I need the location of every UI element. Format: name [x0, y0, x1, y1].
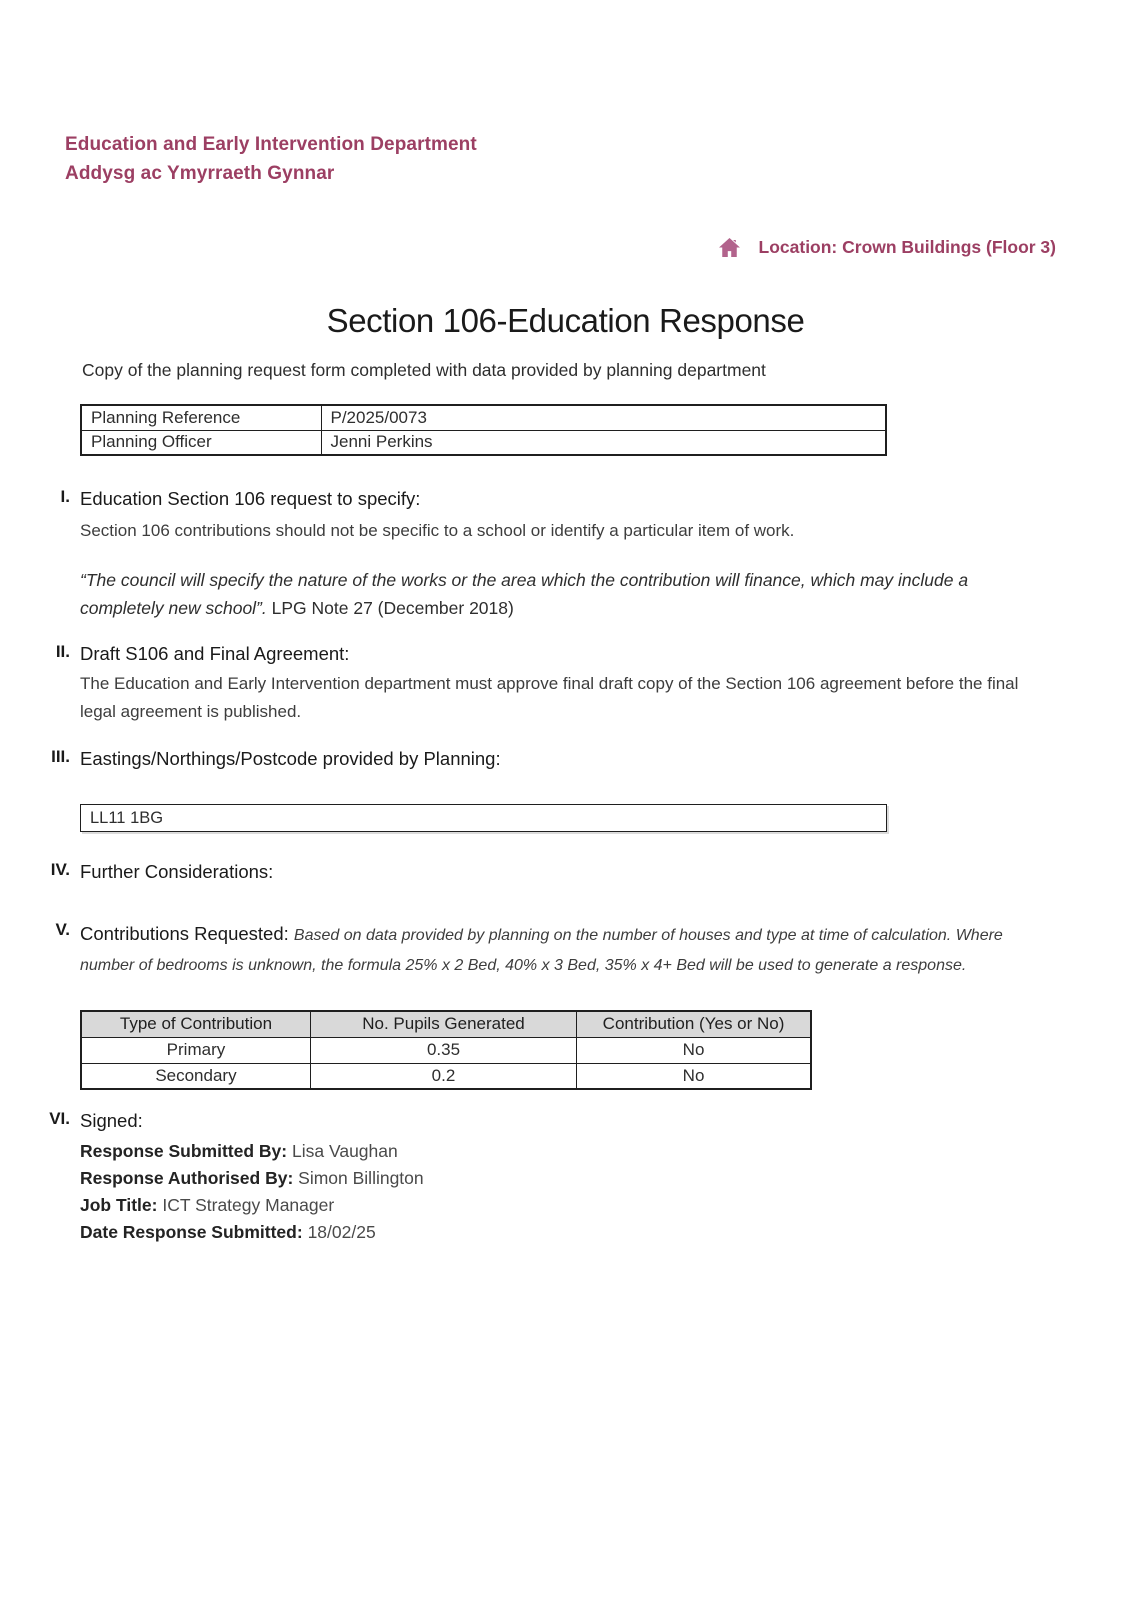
section-3: [51, 747, 1030, 771]
primary-pupils: 0.35: [310, 1037, 576, 1063]
planning-officer-label: Planning Officer: [81, 430, 321, 455]
secondary-contribution: No: [577, 1063, 811, 1089]
section-2-heading: Draft S106 and Final Agreement:: [80, 643, 350, 664]
primary-type: Primary: [81, 1037, 310, 1063]
section-4-heading: Further Considerations:: [80, 861, 274, 882]
section-6-numeral: VI.: [49, 1109, 70, 1128]
contributions-header-row: [81, 1011, 811, 1037]
section-5-numeral: V.: [55, 920, 70, 939]
job-title-label: Job Title:: [80, 1195, 158, 1215]
section-1-quote: [80, 566, 1000, 622]
section-5: [55, 920, 1030, 980]
table-row: [81, 430, 886, 455]
col-header-pupils: No. Pupils Generated: [310, 1011, 576, 1037]
home-icon: [718, 237, 741, 258]
submitted-by-label: Response Submitted By:: [80, 1141, 288, 1161]
job-title-line: [80, 1192, 1030, 1219]
planning-reference-table: [80, 404, 887, 456]
postcode-input[interactable]: LL11 1BG: [80, 804, 887, 832]
section-6: [49, 1109, 1030, 1246]
planning-officer-value: Jenni Perkins: [321, 430, 886, 455]
section-1: [60, 487, 1030, 622]
section-6-heading: Signed:: [80, 1110, 143, 1131]
intro-text: Copy of the planning request form completed with data provided by planning department: [82, 360, 766, 380]
section-3-numeral: III.: [51, 747, 70, 766]
contributions-table: [80, 1010, 812, 1090]
section-2-numeral: II.: [55, 642, 70, 661]
section-1-heading: Education Section 106 request to specify:: [80, 488, 421, 509]
col-header-type: Type of Contribution: [81, 1011, 310, 1037]
signed-block: [80, 1138, 1030, 1246]
table-row: [81, 405, 886, 430]
location-row: [0, 236, 1056, 258]
department-name-welsh: Addysg ac Ymyrraeth Gynnar: [65, 163, 335, 184]
date-submitted-label: Date Response Submitted:: [80, 1222, 303, 1242]
planning-reference-value: P/2025/0073: [321, 405, 886, 430]
secondary-type: Secondary: [81, 1063, 310, 1089]
section-3-heading: Eastings/Northings/Postcode provided by Planning:: [80, 748, 501, 769]
table-row-primary: [81, 1037, 811, 1063]
authorised-by-label: Response Authorised By:: [80, 1168, 294, 1188]
submitted-by-line: [80, 1138, 1030, 1165]
primary-contribution: No: [577, 1037, 811, 1063]
department-name-english: Education and Early Intervention Department: [65, 134, 477, 155]
quote-reference: LPG Note 27 (December 2018): [271, 598, 514, 618]
section-5-note: Based on data provided by planning on the number of houses and type at time of calculation. Where number of bedrooms is unknown, the formula 25% x 2 Bed, 40% x 3 Bed, 35% x 4+ Bed will be used to generate a response.: [80, 927, 1003, 974]
section-1-body: Section 106 contributions should not be specific to a school or identify a particular item of work.: [80, 521, 795, 540]
secondary-pupils: 0.2: [310, 1063, 576, 1089]
authorised-by-value: Simon Billington: [298, 1168, 424, 1188]
section-5-heading: Contributions Requested:: [80, 923, 289, 944]
planning-reference-label: Planning Reference: [81, 405, 321, 430]
quote-italic: “The council will specify the nature of the works or the area which the contribution will finance, which may include a completely new school”.: [80, 570, 969, 618]
page-title: Section 106-Education Response: [326, 302, 805, 339]
section-2: [55, 642, 1030, 726]
section-5-paragraph: [80, 920, 1040, 980]
job-title-value: ICT Strategy Manager: [162, 1195, 335, 1215]
submitted-by-value: Lisa Vaughan: [292, 1141, 398, 1161]
date-submitted-line: [80, 1219, 1030, 1246]
section-4: [50, 860, 1030, 884]
section-2-body: The Education and Early Intervention department must approve final draft copy of the Section 106 agreement before the final legal agreement is published.: [80, 674, 1019, 721]
authorised-by-line: [80, 1165, 1030, 1192]
department-header: [65, 130, 1131, 188]
table-row-secondary: [81, 1063, 811, 1089]
col-header-contribution: Contribution (Yes or No): [577, 1011, 811, 1037]
date-submitted-value: 18/02/25: [307, 1222, 376, 1242]
section-4-numeral: IV.: [50, 860, 70, 879]
section-1-numeral: I.: [60, 487, 70, 506]
location-label: Location: Crown Buildings (Floor 3): [758, 236, 1056, 257]
